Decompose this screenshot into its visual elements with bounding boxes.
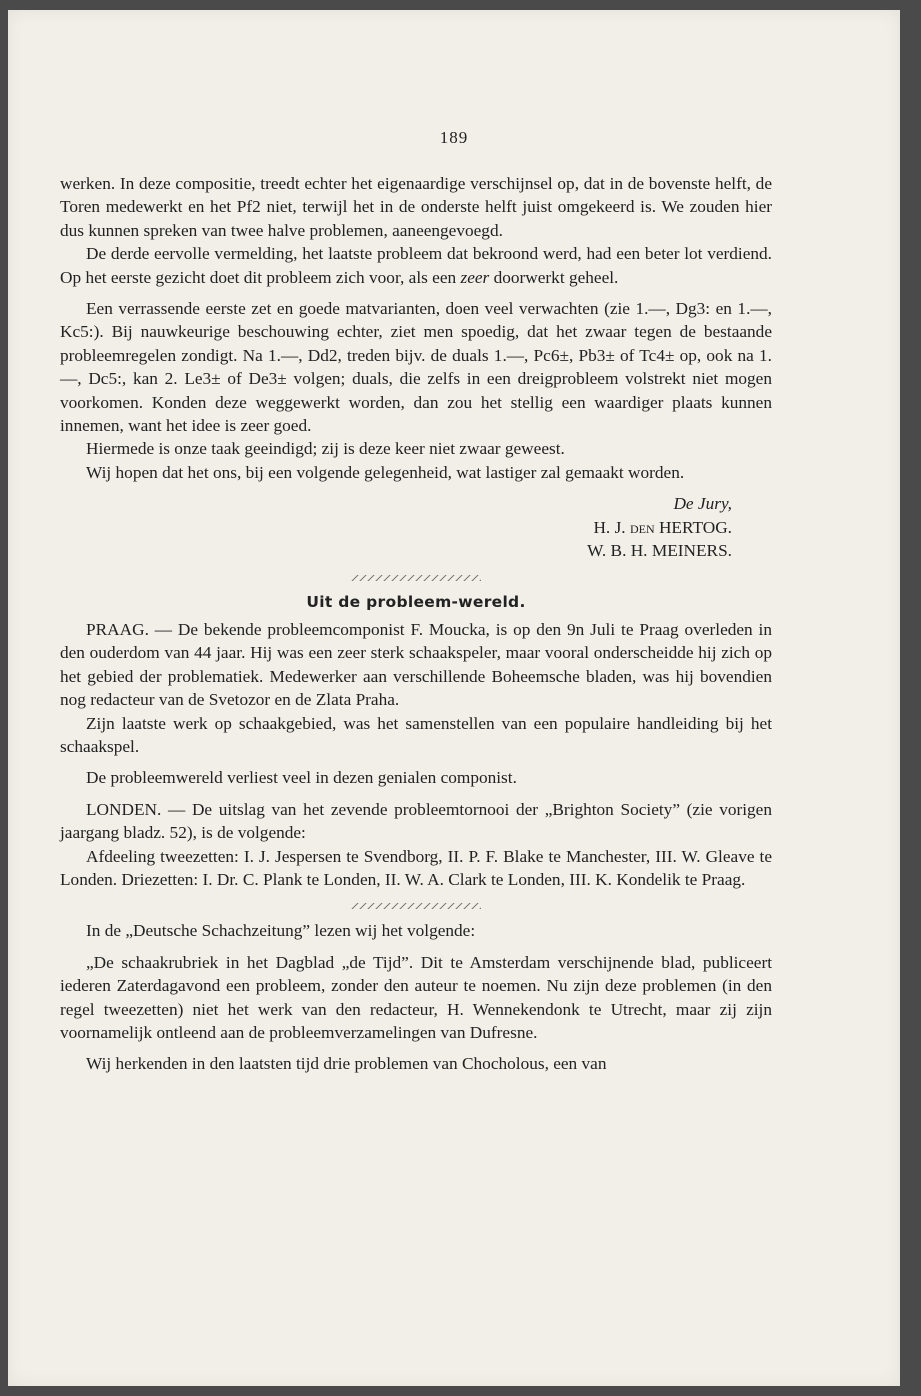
text-run: HERTOG. bbox=[654, 517, 732, 537]
ornamental-divider bbox=[351, 903, 481, 909]
text-run: De derde eervolle vermelding, het laatste probleem dat bekroond werd, had een beter lot verdiend. Op het eerste gezicht doet dit probleem zich voor, als een bbox=[60, 244, 772, 287]
signature-line: De Jury, bbox=[673, 494, 732, 514]
ornamental-divider bbox=[351, 575, 481, 581]
page-content bbox=[60, 172, 772, 1076]
paragraph: Een verrassende eerste zet en goede matvarianten, doen veel verwachten (zie 1.—, Dg3: en 1.—, Kc5:). Bij nauwkeurige beschouwing echter, ziet men spoedig, dat het zwaar tegen de bestaande probleemregelen zondigt. Na 1.—, Dd2, treden bijv. de duals 1.—, Pc6±, Pb3± of Tc4± op, ook na 1.—, Dc5:, kan 2. Le3± of De3± volgen; duals, die zelfs in een dreigprobleem volstrekt niet mogen voorkomen. Konden deze weggewerkt worden, dan zou het stellig een waardiger plaats kunnen innemen, want het idee is zeer goed. bbox=[60, 299, 772, 436]
paragraph: In de „Deutsche Schachzeitung” lezen wij het volgende: bbox=[86, 921, 476, 941]
paragraph: Hiermede is onze taak geeindigd; zij is deze keer niet zwaar geweest. bbox=[86, 439, 565, 459]
paragraph: werken. In deze compositie, treedt echter het eigenaardige verschijnsel op, dat in de bovenste helft, de Toren medewerkt en het Pf2 niet, terwijl het in de onderste helft juist omgekeerd is. We zouden hier dus kunnen spreken van twee halve problemen, aaneengevoegd. bbox=[60, 174, 772, 240]
paragraph: LONDEN. — De uitslag van het zevende probleemtornooi der „Brighton Society” (zie vorigen jaargang bladz. 52), is de volgende: bbox=[60, 799, 772, 843]
paragraph: Wij herkenden in den laatsten tijd drie problemen van Chocholous, een van bbox=[86, 1054, 607, 1074]
text-run: doorwerkt geheel. bbox=[489, 267, 619, 287]
signature-block bbox=[60, 492, 772, 562]
paragraph: Wij hopen dat het ons, bij een volgende gelegenheid, wat lastiger zal gemaakt worden. bbox=[86, 462, 685, 482]
text-run: den bbox=[629, 517, 655, 537]
paragraph: Zijn laatste werk op schaakgebied, was het samenstellen van een populaire handleiding bij het schaakspel. bbox=[60, 713, 772, 756]
page-number: 189 bbox=[439, 128, 469, 147]
paragraph bbox=[60, 242, 772, 289]
italic-word: zeer bbox=[460, 267, 490, 287]
section-heading: Uit de probleem-wereld. bbox=[306, 592, 526, 611]
book-page bbox=[8, 10, 900, 1386]
paragraph: „De schaakrubriek in het Dagblad „de Tijd”. Dit te Amsterdam verschijnende blad, publiceert iederen Zaterdagavond een probleem, zonder den auteur te noemen. Nu zijn deze problemen (in den regel tweezetten) niet het werk van den redacteur, H. Wennekendonk te Utrecht, maar zij zijn voornamelijk ontleend aan de probleemverzamelingen van Dufresne. bbox=[60, 952, 772, 1042]
signature-line: W. B. H. MEINERS. bbox=[587, 541, 732, 561]
paragraph: De probleemwereld verliest veel in dezen genialen componist. bbox=[86, 768, 517, 788]
signature-line bbox=[60, 516, 732, 539]
paragraph: PRAAG. — De bekende probleemcomponist F. Moucka, is op den 9n Juli te Praag overleden in den ouderdom van 44 jaar. Hij was een zeer sterk schaakspeler, maar vooral onderscheidde hij zich op het gebied der problematiek. Medewerker aan verschillende Boheemsche bladen, was hij bovendien nog redacteur van de Svetozor en de Zlata Praha. bbox=[60, 619, 772, 710]
text-run: H. J. bbox=[593, 517, 630, 537]
paragraph: Afdeeling tweezetten: I. J. Jespersen te Svendborg, II. P. F. Blake te Manchester, III. W. Gleave te Londen. Driezetten: I. Dr. C. Plank te Londen, II. W. A. Clark te Londen, III. K. Kondelik te Praag. bbox=[60, 846, 772, 889]
